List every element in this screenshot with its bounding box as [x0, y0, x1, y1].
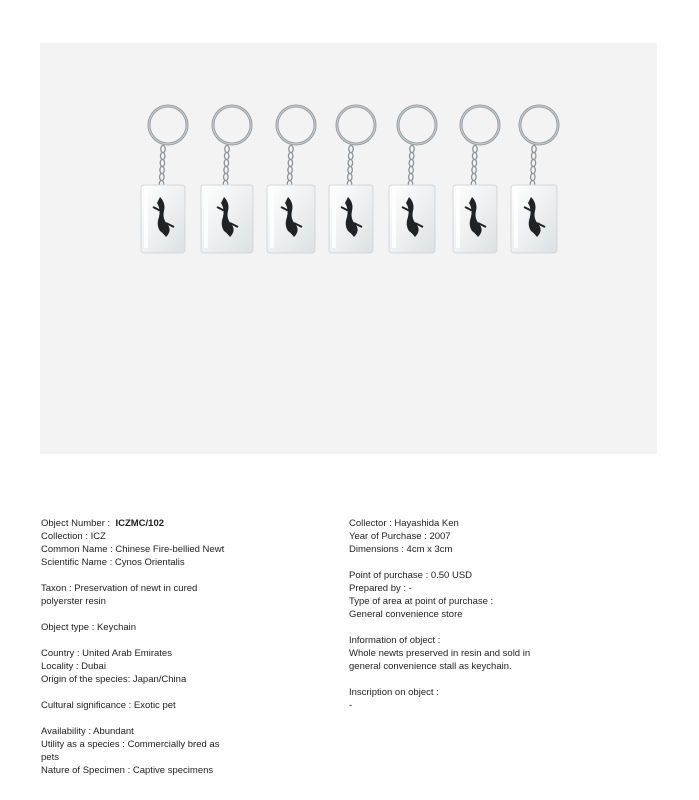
scientific-name-line: Scientific Name : Cynos Orientalis: [41, 557, 185, 568]
area-type-line-cont: General convenience store: [349, 609, 463, 620]
keychain-1: [141, 106, 187, 253]
keychain-group: [141, 106, 558, 253]
dimensions-line: Dimensions : 4cm x 3cm: [349, 544, 453, 555]
keychain-2: [201, 106, 253, 253]
inscription-label: Inscription on object :: [349, 687, 439, 698]
info-line-cont: general convenience stall as keychain.: [349, 661, 512, 672]
utility-line: Utility as a species : Commercially bred as: [41, 739, 220, 750]
object-type-line: Object type : Keychain: [41, 622, 137, 633]
origin-line: Origin of the species: Japan/China: [41, 674, 187, 685]
info-line: Whole newts preserved in resin and sold in: [349, 648, 531, 659]
year-line: Year of Purchase : 2007: [349, 531, 451, 542]
purchase-point-line: Point of purchase : 0.50 USD: [349, 570, 473, 581]
details-right-column: [349, 517, 549, 712]
specimen-photo: [40, 43, 657, 454]
collection-line: Collection : ICZ: [41, 531, 106, 542]
keychains-illustration: [40, 43, 657, 454]
taxon-line-cont: polyerster resin: [41, 596, 106, 607]
country-line: Country : United Arab Emirates: [41, 648, 172, 659]
common-name-line: Common Name : Chinese Fire-bellied Newt: [41, 544, 225, 555]
keychain-6: [453, 106, 499, 253]
object-number-line: Object Number : ICZMC/102: [41, 518, 165, 529]
area-type-line: Type of area at point of purchase :: [349, 596, 494, 607]
cultural-line: Cultural significance : Exotic pet: [41, 700, 176, 711]
info-label: Information of object :: [349, 635, 441, 646]
object-number-value: ICZMC/102: [115, 518, 165, 529]
prepared-by-line: Prepared by : -: [349, 583, 412, 594]
locality-line: Locality : Dubai: [41, 661, 106, 672]
collector-line: Collector : Hayashida Ken: [349, 518, 459, 529]
inscription-value: -: [349, 700, 353, 711]
availability-line: Availability : Abundant: [41, 726, 134, 737]
details-left-column: [41, 517, 251, 777]
utility-line-cont: pets: [41, 752, 59, 763]
keychain-7: [511, 106, 558, 253]
nature-line: Nature of Specimen : Captive specimens: [41, 765, 214, 776]
taxon-line: Taxon : Preservation of newt in cured: [41, 583, 198, 594]
keychain-4: [329, 106, 375, 253]
keychain-5: [389, 106, 436, 253]
keychain-3: [267, 106, 315, 253]
